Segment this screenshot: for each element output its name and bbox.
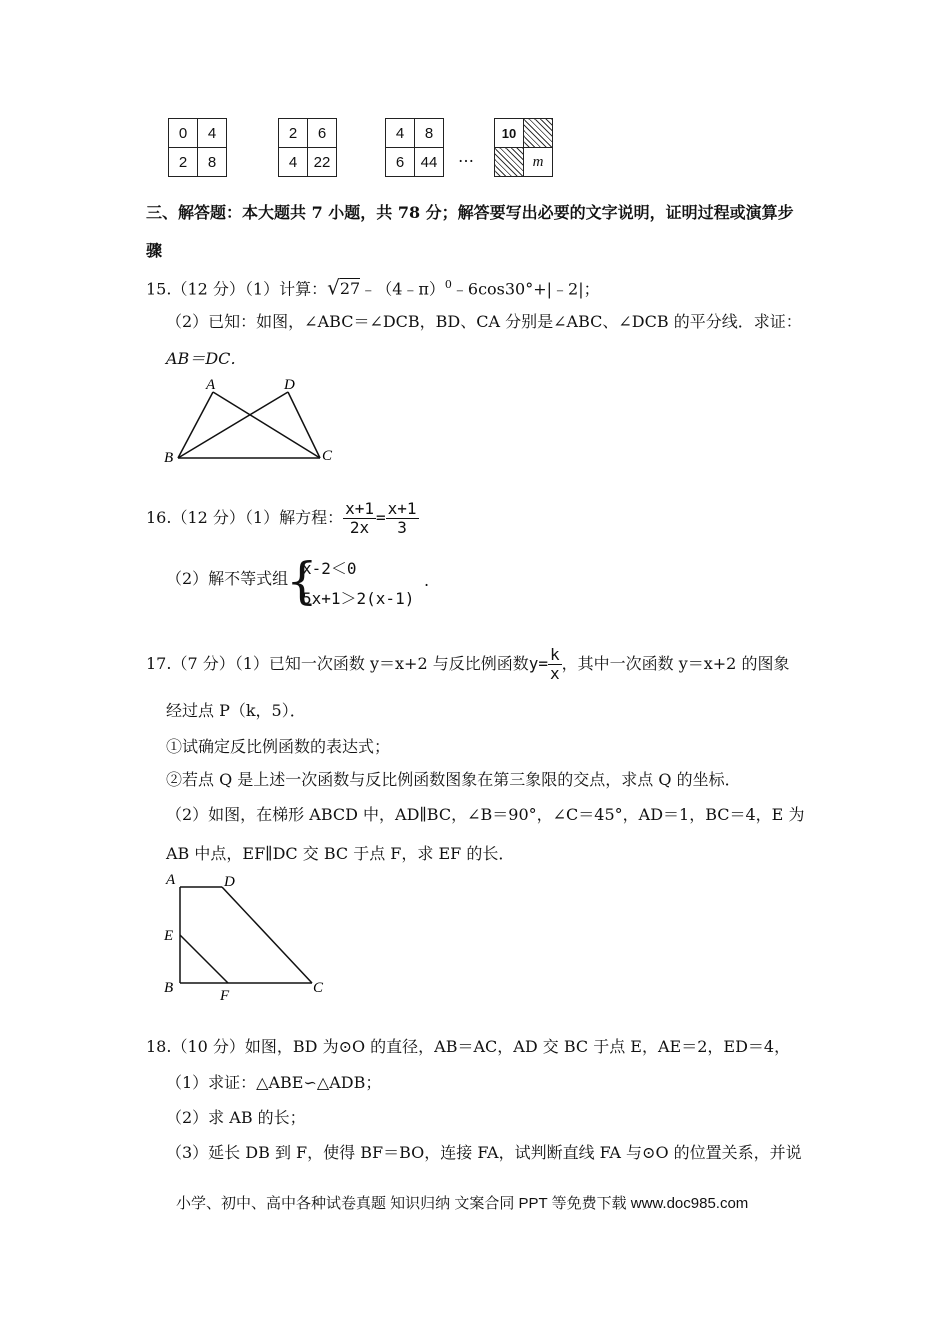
fraction-k: k: [549, 645, 560, 664]
grid-cell: 4: [198, 119, 227, 148]
sqrt-symbol: √: [327, 275, 340, 300]
q17-head: 17.（7 分）（1）已知一次函数 y＝x+2 与反比例函数: [146, 654, 529, 673]
grid-ellipsis: …: [458, 147, 474, 166]
section-heading-cont: 骤: [146, 241, 163, 260]
q15-part2-conclusion: AB＝DC．: [166, 349, 247, 368]
q18-line1: 18.（10 分）如图，BD 为⊙O 的直径，AB＝AC，AD 交 BC 于点 E，AE＝2，ED＝4，: [146, 1037, 791, 1056]
radicand: 27: [339, 279, 361, 299]
grid-cell: 6: [386, 148, 415, 177]
grid-cell: 0: [169, 119, 198, 148]
fraction-1: [343, 500, 376, 537]
q18-subq2: （2）求 AB 的长；: [166, 1108, 306, 1127]
label-a: A: [166, 872, 176, 888]
figure-q17-trapezoid: [160, 870, 340, 1002]
page-footer: 小学、初中、高中各种试卷真题 知识归纳 文案合同 PPT 等免费下载 www.doc985.com: [176, 1195, 749, 1212]
fraction-k-over-x: [548, 646, 562, 683]
grid-cell: 8: [415, 119, 444, 148]
number-grid-2: [278, 118, 337, 177]
number-grid-3: [385, 118, 444, 177]
label-b: B: [164, 980, 174, 996]
y-equals: y=: [528, 654, 548, 673]
grid-cell: 4: [279, 148, 308, 177]
q17-part2: （2）如图，在梯形 ABCD 中，AD∥BC，∠B＝90°，∠C＝45°，AD＝1，BC＝4，E 为: [166, 805, 805, 824]
grid-cell: 44: [415, 148, 444, 177]
exponent: 0: [444, 278, 452, 291]
section-heading: 三、解答题：本大题共 7 小题，共 78 分；解答要写出必要的文字说明，证明过程或演算步: [146, 203, 794, 222]
q15-rest2: ﹣6cos30°+|﹣2|；: [451, 279, 600, 299]
grid-cell: 10: [495, 119, 524, 148]
fraction-2-num: x+1: [387, 499, 417, 518]
q15-head: 15.（12 分）（1）计算：: [146, 279, 328, 299]
q17-subq2: ②若点 Q 是上述一次函数与反比例函数图象在第三象限的交点，求点 Q 的坐标．: [166, 770, 741, 789]
grid-cell: 6: [308, 119, 337, 148]
grid-cell: 4: [386, 119, 415, 148]
q17-subq1: ①试确定反比例函数的表达式；: [166, 737, 391, 756]
number-grid-1: [168, 118, 227, 177]
q15-part2: （2）已知：如图，∠ABC＝∠DCB，BD、CA 分别是∠ABC、∠DCB 的平分线．求证：: [166, 312, 802, 331]
q18-subq1: （1）求证：△ABE∽△ADB；: [166, 1073, 382, 1092]
grid-cell: 8: [198, 148, 227, 177]
label-f: F: [220, 988, 230, 1002]
q16-part2-label: （2）解不等式组: [166, 569, 289, 588]
q17-line2: 经过点 P（k，5）．: [166, 701, 306, 720]
hatched-cell: [524, 119, 553, 148]
q17-part2-cont: AB 中点，EF∥DC 交 BC 于点 F，求 EF 的长．: [166, 844, 515, 863]
segment-dc: [222, 887, 312, 983]
q16-part1: [146, 500, 419, 537]
grid-cell: m: [524, 148, 553, 177]
q18-subq3: （3）延长 DB 到 F，使得 BF＝BO，连接 FA，试判断直线 FA 与⊙O 的位置关系，并说: [166, 1143, 802, 1162]
q16-end: .: [424, 571, 430, 590]
fraction-x: x: [549, 664, 560, 683]
system-brace: {: [286, 552, 318, 610]
label-b: B: [164, 450, 174, 466]
q17-tail: ，其中一次函数 y＝x+2 的图象: [561, 654, 790, 673]
equals-sign: =: [375, 508, 386, 527]
grid-cell: 22: [308, 148, 337, 177]
fraction-1-den: 2x: [349, 518, 370, 537]
label-c: C: [322, 448, 333, 464]
fraction-1-num: x+1: [345, 499, 374, 518]
number-grid-4: [494, 118, 553, 177]
label-d: D: [284, 377, 295, 393]
fraction-2: [386, 500, 419, 537]
hatched-cell: [495, 148, 524, 177]
label-c: C: [313, 980, 324, 996]
grid-cell: 2: [169, 148, 198, 177]
inequality-1: x-2＜0: [302, 559, 357, 578]
q15-rest: ﹣（4﹣π）: [360, 279, 445, 299]
segment-ef: [180, 935, 228, 983]
q17-part1: [146, 646, 789, 683]
label-a: A: [206, 377, 216, 393]
inequality-2: 5x+1＞2(x-1): [302, 589, 415, 608]
q16-head: 16.（12 分）（1）解方程：: [146, 508, 344, 527]
q15-part1: [146, 274, 600, 300]
figure-q15-triangles: [160, 374, 350, 466]
segment-bd: [178, 392, 288, 458]
fraction-2-den: 3: [397, 518, 407, 537]
grid-cell: 2: [279, 119, 308, 148]
label-e: E: [164, 928, 174, 944]
label-d: D: [224, 874, 235, 890]
